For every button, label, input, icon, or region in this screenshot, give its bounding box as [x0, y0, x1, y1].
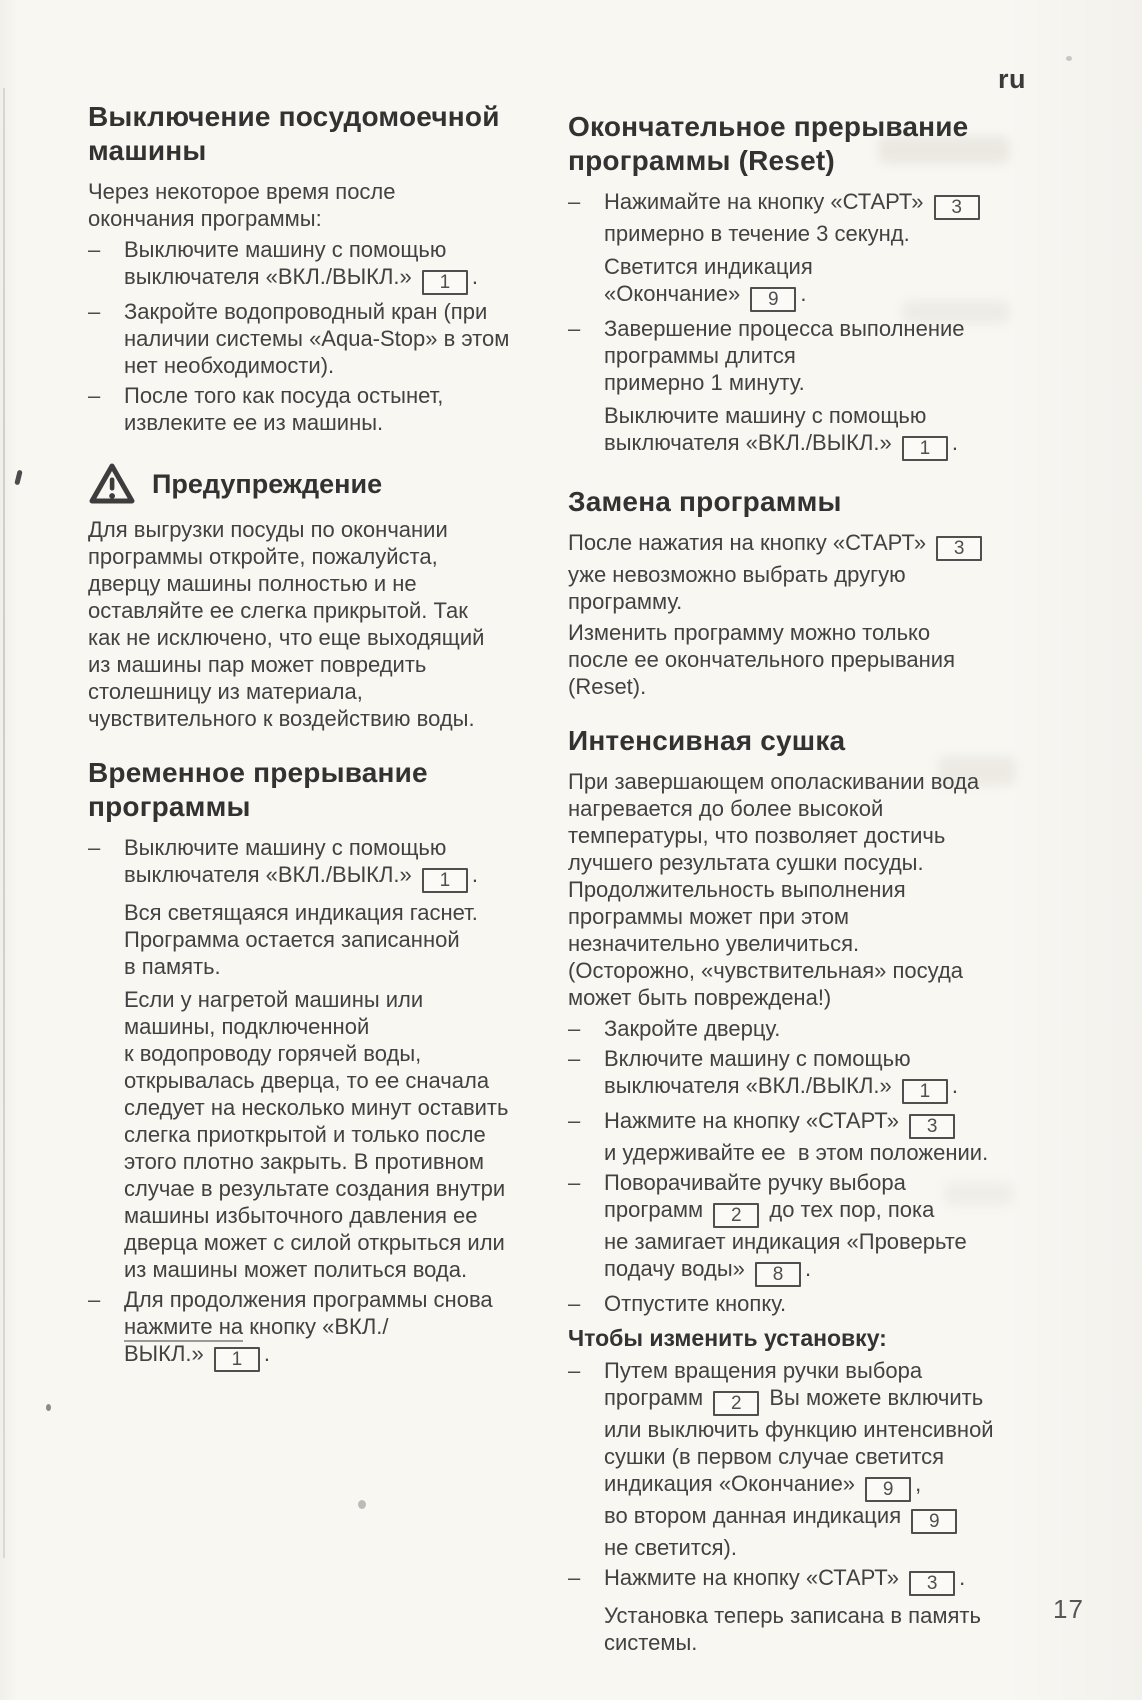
bullet-text: [604, 1357, 1038, 1561]
text-line: [124, 926, 548, 953]
text-line: [604, 1534, 1038, 1561]
text-line: [604, 1470, 1038, 1502]
text-run: При завершающем ополаскивании вода: [568, 769, 980, 794]
ref-number-box: 9: [911, 1509, 957, 1534]
text-line: [124, 1286, 548, 1313]
text-run: Путем вращения ручки выбора: [604, 1358, 923, 1383]
text-line: [604, 1602, 1038, 1629]
bullet-dash: –: [568, 1108, 581, 1133]
heading-line: Интенсивная сушка: [568, 725, 846, 756]
text-run: не светится).: [604, 1535, 737, 1560]
text-line: [124, 953, 548, 980]
heading-program-change: [568, 485, 1038, 519]
para-change-only-after-reset: [568, 619, 1038, 700]
text-line: [568, 903, 1038, 930]
text-run: извлеките ее из машины.: [124, 410, 384, 435]
text-run: нагревается до более высокой: [568, 796, 884, 821]
text-line: [88, 178, 548, 205]
para-warning-text: [88, 516, 548, 732]
text-run: не замигает индикация «Проверьте: [604, 1229, 967, 1254]
text-run: Поворачивайте ручку выбора: [604, 1170, 906, 1195]
bullet-dash: –: [88, 835, 101, 860]
text-run: ВЫКЛ.»: [124, 1341, 210, 1366]
bullet-text: [604, 188, 1038, 247]
text-line: [604, 429, 1038, 461]
text-line: [604, 1072, 1038, 1104]
text-line: [604, 253, 1038, 280]
text-run: Светится индикация: [604, 254, 813, 279]
bullet-dash: –: [568, 1046, 581, 1071]
ref-number-box: 9: [865, 1477, 911, 1502]
right-column: [568, 110, 1038, 1659]
text-line: [124, 1094, 548, 1121]
text-run: уже невозможно выбрать другую: [568, 562, 906, 587]
text-run: Через некоторое время после: [88, 179, 396, 204]
text-run: кнопку «ВКЛ./: [243, 1314, 389, 1339]
text-line: [124, 1256, 548, 1283]
text-run: слегка приоткрытой и только после: [124, 1122, 486, 1147]
bullet-dash: –: [568, 1016, 581, 1041]
text-run: подачу воды»: [604, 1256, 752, 1281]
subheading-change-setting: Чтобы изменить установку:: [568, 1325, 887, 1351]
bullet-text: [124, 834, 548, 893]
text-line: [124, 236, 548, 263]
text-run: программ: [604, 1385, 710, 1410]
bullet-dash: –: [88, 299, 101, 324]
text-run: (Осторожно, «чувствительная» посуда: [568, 958, 964, 983]
text-run: .: [471, 862, 479, 887]
cont-switch-off: [604, 402, 1038, 461]
text-run: (Reset).: [568, 674, 647, 699]
text-run: .: [959, 1565, 966, 1590]
text-run: из машины может политься вода.: [124, 1257, 468, 1282]
text-line: [88, 624, 548, 651]
bullet-text: [124, 382, 548, 436]
text-run: Нажмите на кнопку «СТАРТ»: [604, 1108, 906, 1133]
text-line: [604, 1045, 1038, 1072]
ref-number-box: 1: [902, 436, 948, 461]
bullet-switch-off-2: [88, 834, 548, 893]
text-run: Программа остается записанной: [124, 927, 460, 952]
bullet-dash: –: [88, 1287, 101, 1312]
text-line: [124, 1013, 548, 1040]
bullet-text: [604, 1169, 1038, 1287]
text-line: [124, 298, 548, 325]
text-line: [568, 957, 1038, 984]
para-intensive-drying: [568, 768, 1038, 1011]
text-line: [124, 1175, 548, 1202]
text-run: «Окончание»: [604, 281, 747, 306]
bullet-text: [124, 236, 548, 295]
text-run: выключателя «ВКЛ./ВЫКЛ.»: [604, 430, 898, 455]
text-line: [88, 543, 548, 570]
text-line: [88, 705, 548, 732]
cont-hot-machine: [124, 986, 548, 1283]
text-run: .: [471, 264, 479, 289]
text-run: программы длится: [604, 343, 796, 368]
scan-speck: [1066, 56, 1072, 61]
text-line: [604, 1564, 1038, 1596]
text-line: [568, 930, 1038, 957]
text-run: .: [951, 1073, 959, 1098]
heading-final-interruption: [568, 110, 1038, 178]
text-line: [124, 325, 548, 352]
text-run: нет необходимости).: [124, 353, 335, 378]
ref-number-box: 2: [713, 1391, 759, 1416]
text-line: [124, 861, 548, 893]
text-line: [568, 646, 1038, 673]
text-run: Включите машину с помощью: [604, 1046, 911, 1071]
text-line: [604, 1443, 1038, 1470]
text-run: выключателя «ВКЛ./ВЫКЛ.»: [124, 264, 418, 289]
ref-number-box: 1: [422, 270, 468, 295]
bullet-press-start-final: [568, 1564, 1038, 1596]
text-line: [604, 1196, 1038, 1228]
text-line: [604, 1290, 1038, 1317]
page-number: 17: [1053, 1594, 1084, 1624]
text-run: машины избыточного давления ее: [124, 1203, 478, 1228]
text-run: нажмите на: [124, 1314, 243, 1342]
text-run: Закройте водопроводный кран (при: [124, 299, 488, 324]
bullet-dash: –: [568, 1170, 581, 1195]
text-line: [124, 1121, 548, 1148]
text-run: во втором данная индикация: [604, 1503, 908, 1528]
bullet-text: [124, 298, 548, 379]
text-run: Установка теперь записана в память: [604, 1603, 981, 1628]
bullet-text: [604, 1107, 1038, 1166]
ref-number-box: 3: [934, 195, 980, 220]
text-run: машины, подключенной: [124, 1014, 370, 1039]
heading-line: машины: [88, 135, 207, 166]
text-run: Завершение процесса выполнение: [604, 316, 965, 341]
ref-number-box: 1: [422, 868, 468, 893]
bullet-unload-dishes: [88, 382, 548, 436]
left-column: [88, 100, 548, 1375]
text-line: [604, 1228, 1038, 1255]
heading-switching-off: [88, 100, 548, 168]
text-line: [604, 1015, 1038, 1042]
bullet-close-tap: [88, 298, 548, 379]
bullet-press-hold-start: [568, 1107, 1038, 1166]
text-run: программу.: [568, 589, 683, 614]
cont-indication-off: [124, 899, 548, 980]
text-line: [604, 1255, 1038, 1287]
text-run: Выключите машину с помощью: [124, 237, 447, 262]
warning-title: Предупреждение: [152, 468, 383, 499]
scan-speck: [358, 1500, 366, 1509]
text-line: [88, 205, 548, 232]
text-run: дверцу машины полностью и не: [88, 571, 417, 596]
text-line: [88, 678, 548, 705]
text-run: Если у нагретой машины или: [124, 987, 424, 1012]
text-run: .: [805, 1256, 812, 1281]
text-run: открывалась дверца, то ее сначала: [124, 1068, 490, 1093]
text-line: [604, 369, 1038, 396]
text-line: [604, 1416, 1038, 1443]
bullet-dash: –: [568, 316, 581, 341]
ref-number-box: 3: [909, 1114, 955, 1139]
bullet-text: [604, 1045, 1038, 1104]
bullet-dash: –: [88, 383, 101, 408]
text-run: следует на несколько минут оставить: [124, 1095, 509, 1120]
text-line: [124, 1340, 548, 1372]
bullet-close-door: [568, 1015, 1038, 1042]
bullet-turn-selector: [568, 1169, 1038, 1287]
scan-speck: [14, 470, 22, 486]
text-line: [124, 1229, 548, 1256]
ref-number-box: 3: [909, 1571, 955, 1596]
text-line: [568, 849, 1038, 876]
bullet-release-button: [568, 1290, 1038, 1317]
text-line: [604, 342, 1038, 369]
text-run: Для продолжения программы снова: [124, 1287, 493, 1312]
text-line: [604, 1139, 1038, 1166]
text-run: примерно в течение 3 секунд.: [604, 221, 910, 246]
text-run: Отпустите кнопку.: [604, 1291, 787, 1316]
text-run: Продолжительность выполнения: [568, 877, 906, 902]
text-line: [604, 1357, 1038, 1384]
bullet-rotate-selector: [568, 1357, 1038, 1561]
text-run: Нажимайте на кнопку «СТАРТ»: [604, 189, 930, 214]
text-run: незначительно увеличиться.: [568, 931, 860, 956]
text-run: в память.: [124, 954, 221, 979]
text-line: [568, 984, 1038, 1011]
text-run: Выключите машину с помощью: [604, 403, 927, 428]
text-line: [604, 220, 1038, 247]
cont-end-indication: [604, 253, 1038, 312]
text-run: .: [800, 281, 807, 306]
text-line: [604, 1169, 1038, 1196]
text-line: [568, 795, 1038, 822]
text-run: Для выгрузки посуды по окончании: [88, 517, 448, 542]
text-run: сушки (в первом случае светится: [604, 1444, 945, 1469]
text-run: лучшего результата сушки посуды.: [568, 850, 924, 875]
ref-number-box: 1: [902, 1079, 948, 1104]
ref-number-box: 3: [936, 536, 982, 561]
text-run: до тех пор, пока: [763, 1197, 935, 1222]
text-run: после ее окончательного прерывания: [568, 647, 955, 672]
heading-line: программы (Reset): [568, 145, 835, 176]
text-line: [568, 561, 1038, 588]
text-line: [604, 1629, 1038, 1656]
text-run: индикация «Окончание»: [604, 1471, 862, 1496]
text-line: [124, 263, 548, 295]
scan-speck: [46, 1404, 51, 1411]
text-line: [568, 529, 1038, 561]
text-line: [568, 673, 1038, 700]
cont-setting-saved: [604, 1602, 1038, 1656]
bullet-press-start: [568, 188, 1038, 247]
text-line: [568, 588, 1038, 615]
bullet-dash: –: [568, 189, 581, 214]
text-run: и удерживайте ее в этом положении.: [604, 1140, 989, 1165]
text-line: [604, 1384, 1038, 1416]
text-line: [124, 834, 548, 861]
text-run: чувствительного к воздействию воды.: [88, 706, 475, 731]
text-line: [568, 619, 1038, 646]
heading-line: Замена программы: [568, 486, 842, 517]
para-after-program-end: [88, 178, 548, 232]
text-run: окончания программы:: [88, 206, 322, 231]
text-run: .: [951, 430, 959, 455]
text-run: как не исключено, что еще выходящий: [88, 625, 485, 650]
text-run: оставляйте ее слегка прикрытой. Так: [88, 598, 468, 623]
heading-line: программы: [88, 791, 251, 822]
text-run: Закройте дверцу.: [604, 1016, 781, 1041]
heading-line: Выключение посудомоечной: [88, 101, 500, 132]
bullet-text: [124, 1286, 548, 1372]
text-line: [604, 402, 1038, 429]
text-line: [124, 382, 548, 409]
bullet-process-finish: [568, 315, 1038, 396]
text-run: После нажатия на кнопку «СТАРТ»: [568, 530, 933, 555]
text-line: [88, 597, 548, 624]
language-marker: ru: [998, 64, 1026, 94]
text-run: столешницу из материала,: [88, 679, 363, 704]
bullet-dash: –: [568, 1565, 581, 1590]
text-line: [124, 409, 548, 436]
text-run: примерно 1 минуту.: [604, 370, 805, 395]
bullet-switch-on: [568, 1045, 1038, 1104]
bullet-text: [604, 1290, 1038, 1317]
text-line: [124, 1148, 548, 1175]
ref-number-box: 8: [755, 1262, 801, 1287]
text-line: [124, 1313, 548, 1340]
warning-header: [88, 462, 548, 506]
bullet-dash: –: [568, 1291, 581, 1316]
text-line: [88, 651, 548, 678]
text-line: [604, 1502, 1038, 1534]
warning-icon: [88, 462, 136, 506]
scan-edge-line: [3, 88, 5, 1558]
text-line: [124, 899, 548, 926]
ref-number-box: 1: [214, 1347, 260, 1372]
text-line: [124, 986, 548, 1013]
text-run: наличии системы «Aqua-Stop» в этом: [124, 326, 510, 351]
bullet-text: [604, 1564, 1038, 1596]
text-run: Вся светящаяся индикация гаснет.: [124, 900, 478, 925]
text-run: ,: [915, 1471, 922, 1496]
text-run: может быть повреждена!): [568, 985, 832, 1010]
text-run: .: [263, 1341, 270, 1366]
text-run: программы может при этом: [568, 904, 850, 929]
ref-number-box: 2: [713, 1203, 759, 1228]
ref-number-box: 9: [750, 287, 796, 312]
text-run: или выключить функцию интенсивной: [604, 1417, 994, 1442]
text-line: [88, 516, 548, 543]
text-run: к водопроводу горячей воды,: [124, 1041, 422, 1066]
text-run: выключателя «ВКЛ./ВЫКЛ.»: [124, 862, 418, 887]
text-run: После того как посуда остынет,: [124, 383, 444, 408]
text-run: случае в результате создания внутри: [124, 1176, 506, 1201]
text-run: дверца может с силой открыться или: [124, 1230, 505, 1255]
text-line: [568, 822, 1038, 849]
text-run: программы откройте, пожалуйста,: [88, 544, 438, 569]
text-line: [568, 768, 1038, 795]
text-line: [604, 188, 1038, 220]
text-line: [604, 1107, 1038, 1139]
text-line: [124, 1202, 548, 1229]
text-run: системы.: [604, 1630, 698, 1655]
text-line: [604, 315, 1038, 342]
heading-temporary-interruption: [88, 756, 548, 824]
text-line: [124, 352, 548, 379]
text-run: программ: [604, 1197, 710, 1222]
text-line: [124, 1067, 548, 1094]
bullet-text: [604, 1015, 1038, 1042]
heading-line: Окончательное прерывание: [568, 111, 969, 142]
para-after-start-press: [568, 529, 1038, 615]
text-run: этого плотно закрыть. В противном: [124, 1149, 485, 1174]
text-run: Выключите машину с помощью: [124, 835, 447, 860]
heading-intensive-drying: [568, 724, 1038, 758]
text-line: [568, 876, 1038, 903]
text-line: [604, 280, 1038, 312]
text-line: [124, 1040, 548, 1067]
text-run: выключателя «ВКЛ./ВЫКЛ.»: [604, 1073, 898, 1098]
text-run: Изменить программу можно только: [568, 620, 931, 645]
text-run: температуры, что позволяет достичь: [568, 823, 946, 848]
text-line: [88, 570, 548, 597]
text-run: из машины пар может повредить: [88, 652, 427, 677]
heading-line: Временное прерывание: [88, 757, 428, 788]
bullet-dash: –: [568, 1358, 581, 1383]
bullet-dash: –: [88, 237, 101, 262]
text-run: Нажмите на кнопку «СТАРТ»: [604, 1565, 906, 1590]
text-run: Вы можете включить: [763, 1385, 984, 1410]
bullet-text: [604, 315, 1038, 396]
bullet-switch-off: [88, 236, 548, 295]
bullet-continue-program: [88, 1286, 548, 1372]
